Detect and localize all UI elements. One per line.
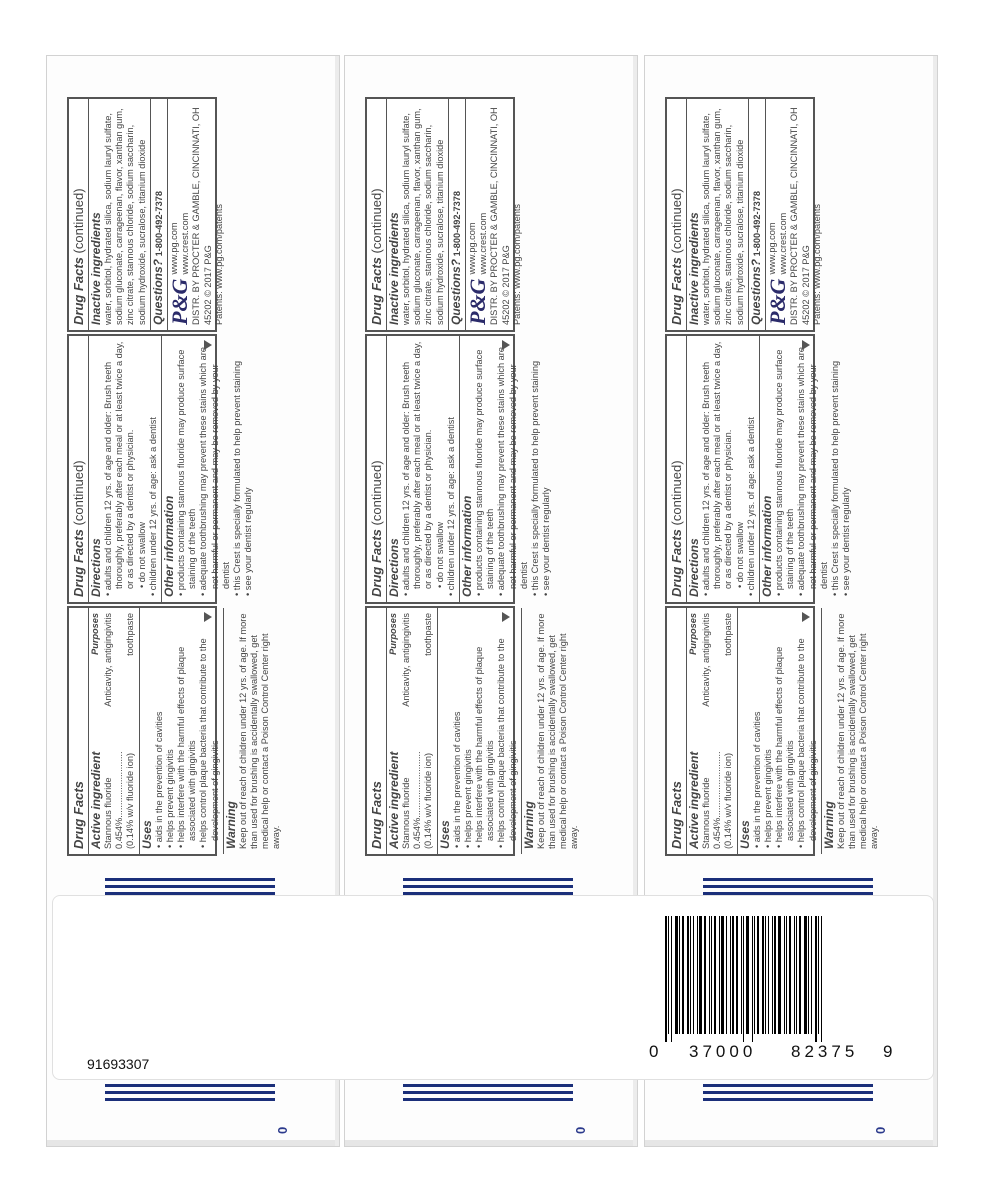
directions-heading: Directions — [387, 538, 401, 597]
inactive-heading: Inactive ingredients — [89, 212, 103, 325]
other-info-item: • see your dentist regularly — [243, 487, 254, 596]
inactive-heading: Inactive ingredients — [387, 212, 401, 325]
active-purpose: Anticavity, antigingivitis — [103, 613, 113, 707]
barcode-digits-2: 82375 — [791, 1042, 859, 1061]
drug-facts-panel-1 — [365, 606, 580, 856]
barcode-icon — [665, 916, 885, 1034]
continue-arrow-icon — [502, 340, 510, 350]
phone-number: 1-800-492-7378 — [751, 191, 762, 257]
inactive-text: water, sorbitol, hydrated silica, sodium lauryl sulfate, sodium gluconate, carrageenan, flavor, xanthan gum, zinc citrate, stannous chloride, sodium saccharin, sodium hydroxide, sucralose, titanium dioxide — [103, 108, 147, 325]
directions-item: • adults and children 12 yrs. of age and older: Brush teeth thoroughly, preferably after each meal or at least twice a day, or as directed by a dentist or physician. — [401, 341, 434, 596]
directions-item: • do not swallow — [136, 521, 147, 588]
warning-heading: Warning — [521, 801, 536, 849]
questions-heading: Questions? — [748, 258, 763, 325]
uses-item: • helps control plaque bacteria that contribute to the development of gingivitis — [198, 638, 220, 848]
panel-title: Drug Facts (continued) — [669, 188, 684, 325]
phone-number: 1-800-492-7378 — [451, 191, 462, 257]
site-crest: www.crest.com — [778, 212, 789, 275]
box-number-bottom: 0 — [573, 1126, 588, 1134]
directions-item: • do not swallow — [434, 521, 445, 588]
inactive-text: water, sorbitol, hydrated silica, sodium lauryl sulfate, sodium gluconate, carrageenan, flavor, xanthan gum, zinc citrate, stannous chloride, sodium saccharin, sodium hydroxide, sucralose, titanium dioxide — [401, 108, 445, 325]
uses-item: • aids in the prevention of cavities — [153, 711, 164, 848]
active-line: Stannous fluoride 0.454%.......................... — [401, 751, 423, 849]
uses-item: • helps control plaque bacteria that contribute to the development of gingivitis — [496, 638, 518, 848]
purposes-heading: Purposes — [388, 613, 398, 655]
continue-arrow-icon — [204, 612, 212, 622]
barcode-digit-right: 9 — [883, 1042, 893, 1061]
warning-heading: Warning — [223, 801, 238, 849]
other-info-heading: Other information — [460, 495, 475, 597]
panel-title: Drug Facts — [71, 781, 86, 849]
site-pg: www.pg.com — [169, 222, 180, 275]
directions-item: • adults and children 12 yrs. of age and older: Brush teeth thoroughly, preferably after each meal or at least twice a day, or as directed by a dentist or physician. — [701, 341, 734, 596]
directions-item: • children under 12 yrs. of age: ask a dentist — [745, 417, 756, 596]
site-pg: www.pg.com — [767, 222, 778, 275]
panel-title: Drug Facts (continued) — [71, 188, 86, 325]
uses-item: • helps control plaque bacteria that contribute to the development of gingivitis — [796, 638, 818, 848]
panel-title: Drug Facts (continued) — [71, 460, 86, 597]
active-sub: (0.14% w/v fluoride ion) — [125, 752, 136, 849]
pg-logo: P&G — [765, 278, 791, 325]
questions-heading: Questions? — [448, 258, 463, 325]
uses-heading: Uses — [139, 820, 154, 849]
distributor: DISTR. BY PROCTER & GAMBLE, CINCINNATI, OH 45202 © 2017 P&G — [489, 107, 511, 325]
site-crest: www.crest.com — [180, 212, 191, 275]
directions-heading: Directions — [89, 538, 103, 597]
questions-heading: Questions? — [150, 258, 165, 325]
uses-heading: Uses — [737, 820, 752, 849]
panel-title: Drug Facts (continued) — [669, 460, 684, 597]
drug-facts-panel-1 — [665, 606, 880, 856]
drug-facts-panels — [67, 96, 327, 856]
bottom-stripes — [403, 1084, 573, 1105]
other-info-item: • products containing stannous fluoride may produce surface staining of the teeth — [774, 349, 796, 596]
pg-logo: P&G — [465, 278, 491, 325]
other-info-heading: Other information — [162, 495, 177, 597]
uses-item: • helps interfere with the harmful effects of plaque associated with gingivitis — [774, 646, 796, 848]
active-purpose: Anticavity, antigingivitis — [401, 613, 411, 707]
barcode-digits-1: 37000 — [689, 1042, 757, 1061]
bottom-stripes — [105, 1084, 275, 1105]
uses-item: • aids in the prevention of cavities — [751, 711, 762, 848]
patents: Patents: www.pg.com/patents — [213, 203, 224, 325]
warning-text: Keep out of reach of children under 12 yrs. of age. If more than used for brushing is accidentally swallowed, get medical help or contact a Poison Control Center right away. — [237, 613, 282, 849]
barcode-digit-left: 0 — [649, 1042, 659, 1061]
uses-item: • helps prevent gingivitis — [164, 749, 175, 848]
site-crest: www.crest.com — [478, 212, 489, 275]
distributor: DISTR. BY PROCTER & GAMBLE, CINCINNATI, OH 45202 © 2017 P&G — [191, 107, 213, 325]
continue-arrow-icon — [204, 340, 212, 350]
drug-facts-panel-1 — [67, 606, 282, 856]
patents: Patents: www.pg.com/patents — [511, 203, 522, 325]
active-sub: (0.14% w/v fluoride ion) — [423, 752, 434, 849]
panel-title: Drug Facts (continued) — [369, 188, 384, 325]
other-info-item: • this Crest is specially formulated to help prevent staining — [232, 360, 243, 596]
continue-arrow-icon — [802, 612, 810, 622]
active-ingredient-heading: Active ingredient — [387, 751, 401, 849]
uses-item: • aids in the prevention of cavities — [451, 711, 462, 848]
patents: Patents: www.pg.com/patents — [811, 203, 822, 325]
continue-arrow-icon — [802, 340, 810, 350]
inactive-text: water, sorbitol, hydrated silica, sodium lauryl sulfate, sodium gluconate, carrageenan, flavor, xanthan gum, zinc citrate, stannous chloride, sodium saccharin, sodium hydroxide, sucralose, titanium dioxide — [701, 108, 745, 325]
panel-title: Drug Facts (continued) — [369, 460, 384, 597]
active-line: Stannous fluoride 0.454%.......................... — [701, 751, 723, 849]
box-number-bottom: 0 — [873, 1126, 888, 1134]
other-info-item: • products containing stannous fluoride may produce surface staining of the teeth — [474, 349, 496, 596]
continue-arrow-icon — [502, 612, 510, 622]
other-info-item: • products containing stannous fluoride may produce surface staining of the teeth — [176, 349, 198, 596]
active-purpose: Anticavity, antigingivitis — [701, 613, 711, 707]
panel-title: Drug Facts — [369, 781, 384, 849]
inactive-heading: Inactive ingredients — [687, 212, 701, 325]
other-info-item: • adequate toothbrushing may prevent these stains which are not harmful or permanent and may be removed by your dentist — [496, 347, 529, 596]
active-purpose-2: toothpaste — [423, 613, 434, 656]
directions-heading: Directions — [687, 538, 701, 597]
other-info-item: • this Crest is specially formulated to help prevent staining — [530, 360, 541, 596]
barcode-label — [52, 895, 934, 1080]
box-number-bottom: 0 — [275, 1126, 290, 1134]
uses-item: • helps interfere with the harmful effects of plaque associated with gingivitis — [176, 646, 198, 848]
pg-logo: P&G — [167, 278, 193, 325]
product-code: 91693307 — [87, 1056, 150, 1072]
directions-item: • children under 12 yrs. of age: ask a dentist — [445, 417, 456, 596]
active-ingredient-heading: Active ingredient — [687, 751, 701, 849]
directions-item: • adults and children 12 yrs. of age and older: Brush teeth thoroughly, preferably after each meal or at least twice a day, or as directed by a dentist or physician. — [103, 341, 136, 596]
drug-facts-panel-2 — [365, 334, 552, 604]
active-line: Stannous fluoride 0.454%.......................... — [103, 751, 125, 849]
distributor: DISTR. BY PROCTER & GAMBLE, CINCINNATI, OH 45202 © 2017 P&G — [789, 107, 811, 325]
warning-text: Keep out of reach of children under 12 yrs. of age. If more than used for brushing is accidentally swallowed, get medical help or contact a Poison Control Center right away. — [835, 613, 880, 849]
other-info-item: • see your dentist regularly — [541, 487, 552, 596]
other-info-heading: Other information — [760, 495, 775, 597]
uses-item: • helps prevent gingivitis — [462, 749, 473, 848]
active-ingredient-heading: Active ingredient — [89, 751, 103, 849]
warning-heading: Warning — [821, 801, 836, 849]
active-purpose-2: toothpaste — [125, 613, 136, 656]
site-pg: www.pg.com — [467, 222, 478, 275]
other-info-item: • adequate toothbrushing may prevent these stains which are not harmful or permanent and may be removed by your dentist — [796, 347, 829, 596]
directions-item: • do not swallow — [734, 521, 745, 588]
active-sub: (0.14% w/v fluoride ion) — [723, 752, 734, 849]
purposes-heading: Purposes — [90, 613, 100, 655]
drug-facts-panel-3 — [67, 97, 224, 332]
other-info-item: • see your dentist regularly — [841, 487, 852, 596]
uses-item: • helps prevent gingivitis — [762, 749, 773, 848]
uses-heading: Uses — [437, 820, 452, 849]
drug-facts-panels — [665, 96, 925, 856]
bottom-stripes — [703, 1084, 873, 1105]
drug-facts-panel-2 — [67, 334, 254, 604]
other-info-item: • this Crest is specially formulated to help prevent staining — [830, 360, 841, 596]
purposes-heading: Purposes — [688, 613, 698, 655]
drug-facts-panel-2 — [665, 334, 852, 604]
warning-text: Keep out of reach of children under 12 yrs. of age. If more than used for brushing is accidentally swallowed, get medical help or contact a Poison Control Center right away. — [535, 613, 580, 849]
panel-title: Drug Facts — [669, 781, 684, 849]
drug-facts-panel-3 — [365, 97, 522, 332]
drug-facts-panel-3 — [665, 97, 822, 332]
uses-item: • helps interfere with the harmful effects of plaque associated with gingivitis — [474, 646, 496, 848]
phone-number: 1-800-492-7378 — [153, 191, 164, 257]
other-info-item: • adequate toothbrushing may prevent these stains which are not harmful or permanent and may be removed by your dentist — [198, 347, 231, 596]
directions-item: • children under 12 yrs. of age: ask a dentist — [147, 417, 158, 596]
drug-facts-panels — [365, 96, 625, 856]
active-purpose-2: toothpaste — [723, 613, 734, 656]
